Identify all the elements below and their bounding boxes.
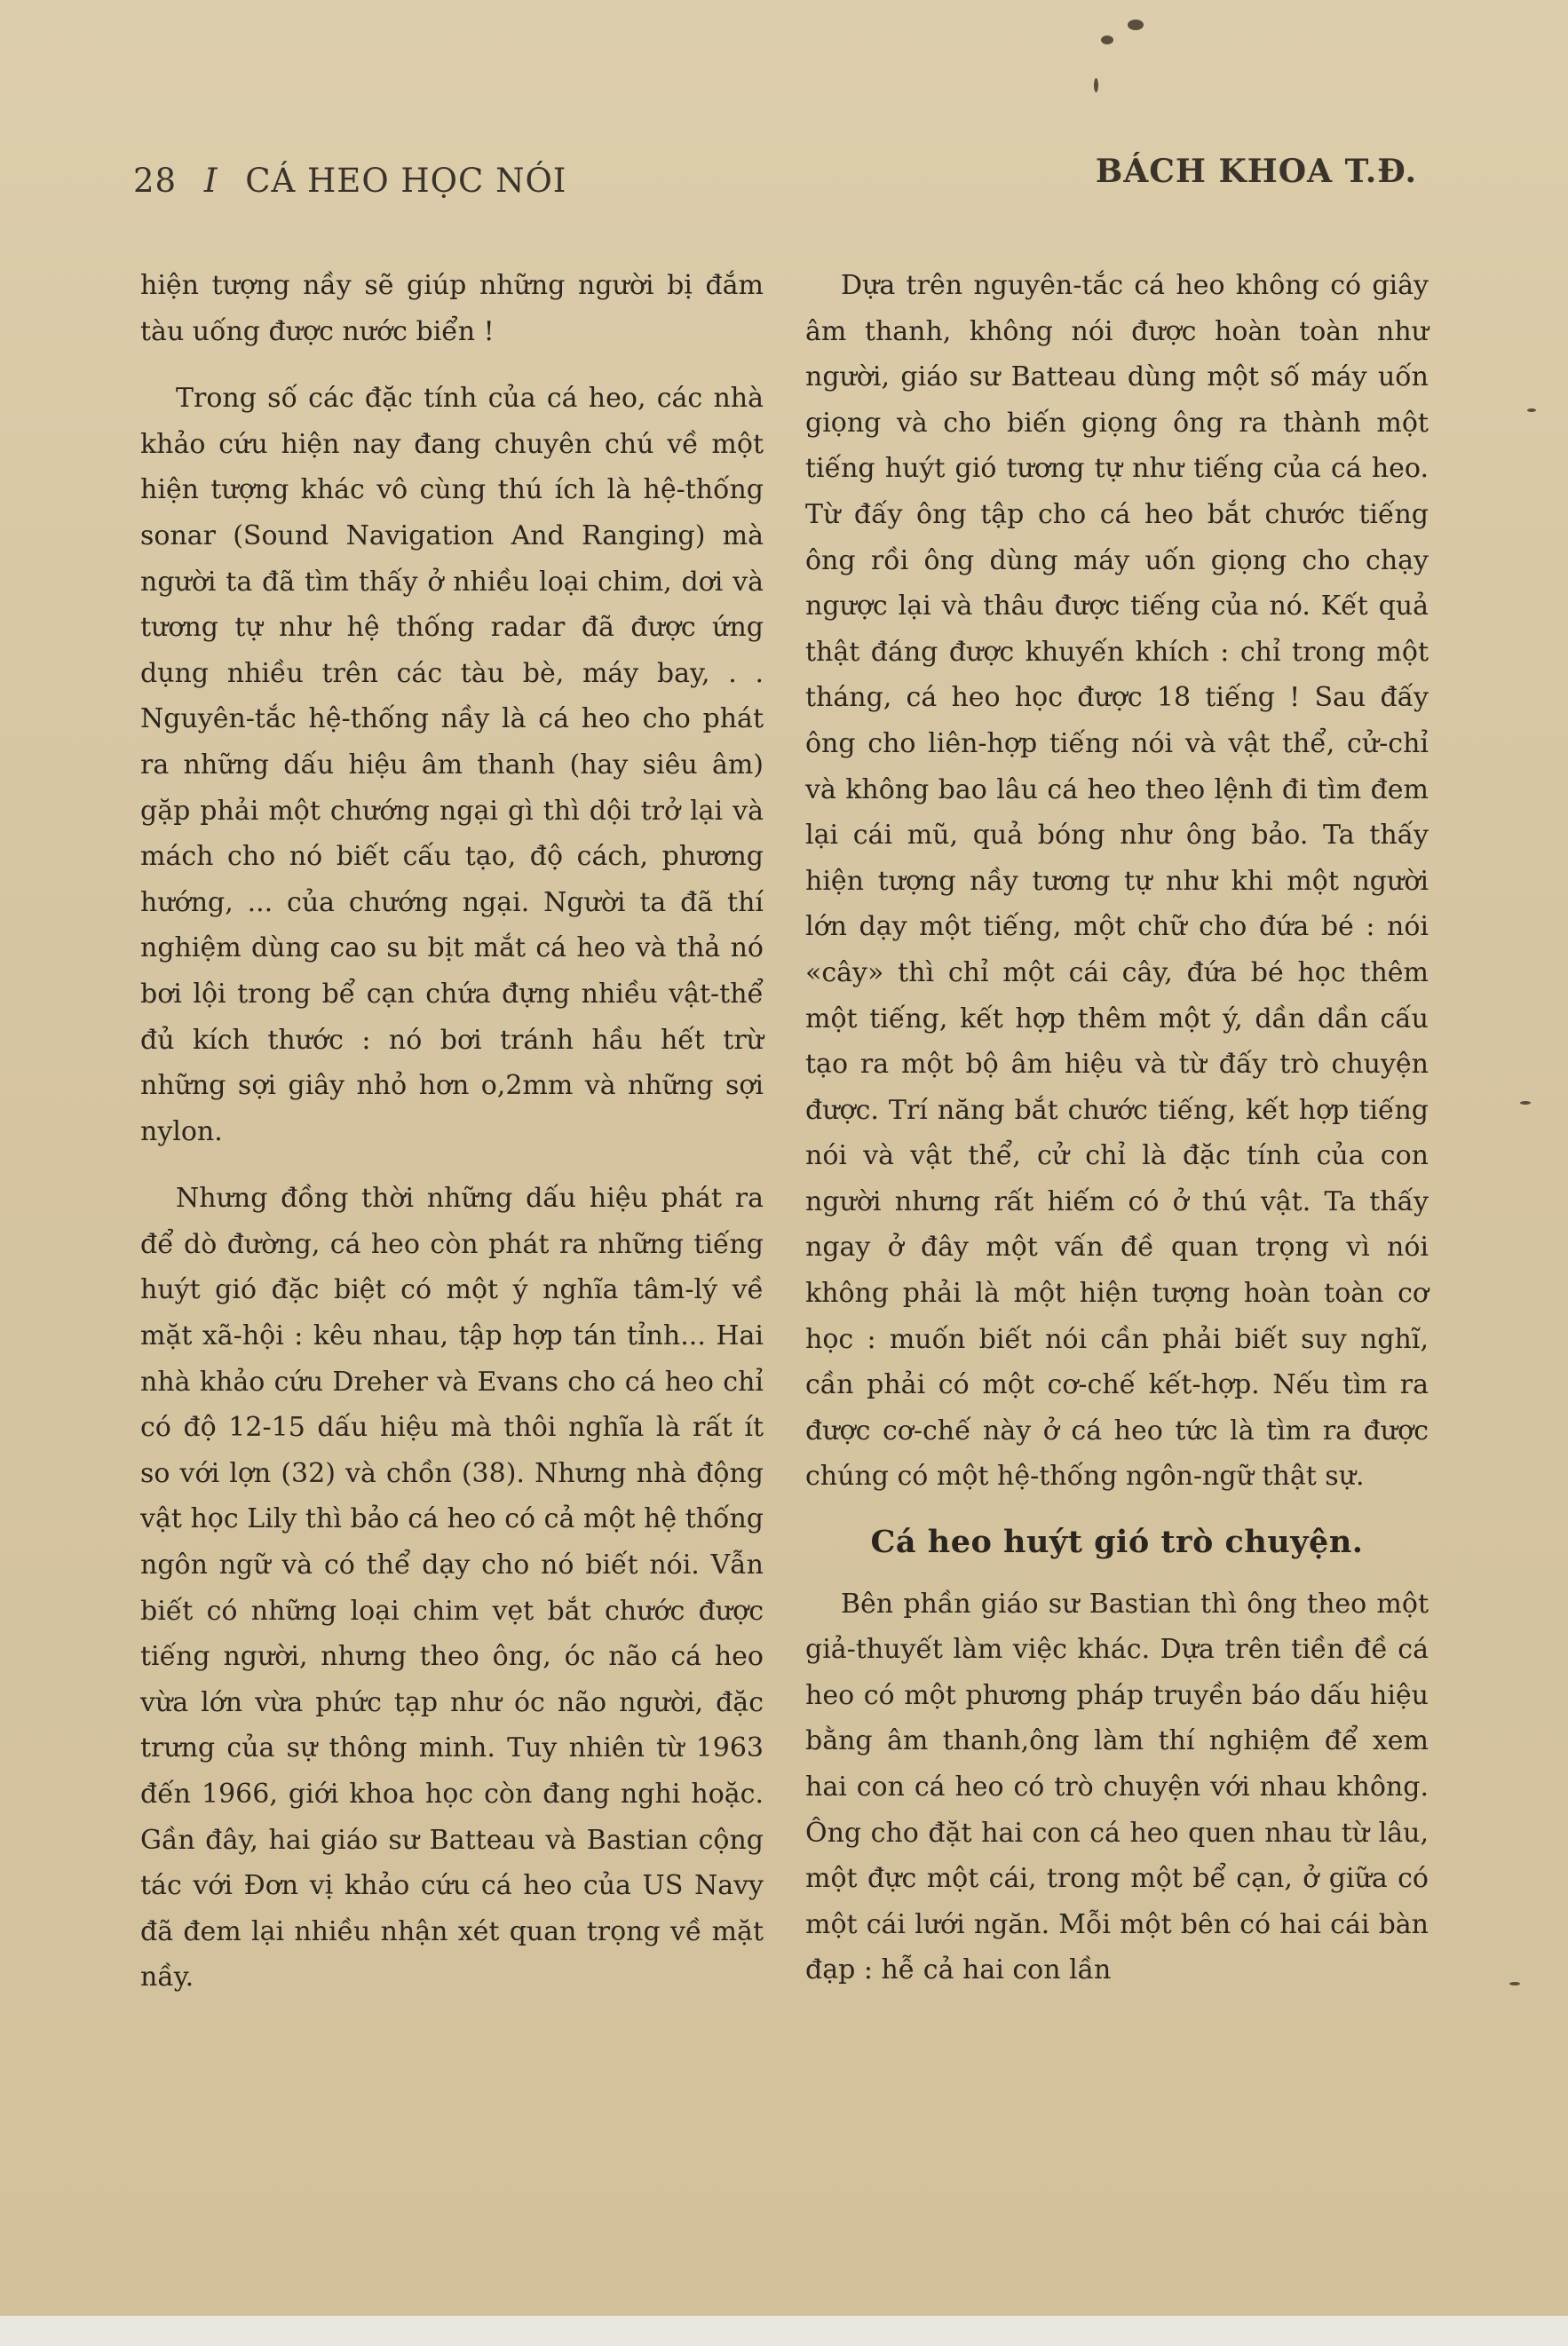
paper-speck	[1527, 408, 1536, 412]
header-separator: I	[203, 162, 218, 200]
page-number: 28	[133, 162, 178, 200]
section-title: CÁ HEO HỌC NÓI	[245, 162, 567, 200]
header-left	[133, 162, 566, 200]
paper-speck	[1128, 20, 1144, 30]
page-bottom-edge	[0, 2316, 1568, 2346]
paragraph: Dựa trên nguyên-tắc cá heo không có giây âm thanh, không nói được hoàn toàn như người, giáo sư Batteau dùng một số máy uốn giọng và cho biến giọng ông ra thành một tiếng huýt gió tương tự như tiếng của cá heo. Từ đấy ông tập cho cá heo bắt chước tiếng ông rồi ông dùng máy uốn giọng cho chạy ngược lại và thâu được tiếng của nó. Kết quả thật đáng được khuyến khích : chỉ trong một tháng, cá heo học được 18 tiếng ! Sau đấy ông cho liên-hợp tiếng nói và vật thể, cử-chỉ và không bao lâu cá heo theo lệnh đi tìm đem lại cái mũ, quả bóng như ông bảo. Ta thấy hiện tượng nầy tương tự như khi một người lớn dạy một tiếng, một chữ cho đứa bé : nói «cây» thì chỉ một cái cây, đứa bé học thêm một tiếng, kết hợp thêm một ý, dần dần cấu tạo ra một bộ âm hiệu và từ đấy trò chuyện được. Trí năng bắt chước tiếng, kết hợp tiếng nói và vật thể, cử chỉ là đặc tính của con người nhưng rất hiếm có ở thú vật. Ta thấy ngay ở đây một vấn đề quan trọng vì nói không phải là một hiện tượng hoàn toàn cơ học : muốn biết nói cần phải biết suy nghĩ, cần phải có một cơ-chế kết-hợp. Nếu tìm ra được cơ-chế này ở cá heo tức là tìm ra được chúng có một hệ-thống ngôn-ngữ thật sự.	[805, 270, 1429, 1493]
paragraph: Trong số các đặc tính của cá heo, các nhà khảo cứu hiện nay đang chuyên chú về một hiện tượng khác vô cùng thú ích là hệ-thống sonar (Sound Navigation And Ranging) mà người ta đã tìm thấy ở nhiều loại chim, dơi và tương tự như hệ thống radar đã được ứng dụng nhiều trên các tàu bè, máy bay, . . Nguyên-tắc hệ-thống nầy là cá heo cho phát ra những dấu hiệu âm thanh (hay siêu âm) gặp phải một chướng ngại gì thì dội trở lại và mách cho nó biết cấu tạo, độ cách, phương hướng, ... của chướng ngại. Người ta đã thí nghiệm dùng cao su bịt mắt cá heo và thả nó bơi lội trong bể cạn chứa đựng nhiều vật-thể đủ kích thước : nó bơi tránh hầu hết trừ những sợi giây nhỏ hơn o,2mm và những sợi nylon.	[140, 383, 764, 1147]
paragraph: Nhưng đồng thời những dấu hiệu phát ra để dò đường, cá heo còn phát ra những tiếng huýt gió đặc biệt có một ý nghĩa tâm-lý về mặt xã-hội : kêu nhau, tập hợp tán tỉnh... Hai nhà khảo cứu Dreher và Evans cho cá heo chỉ có độ 12-15 dấu hiệu mà thôi nghĩa là rất ít so với lợn (32) và chồn (38). Nhưng nhà động vật học Lily thì bảo cá heo có cả một hệ thống ngôn ngữ và có thể dạy cho nó biết nói. Vẫn biết có những loại chim vẹt bắt chước được tiếng người, nhưng theo ông, óc não cá heo vừa lớn vừa phức tạp như óc não người, đặc trưng của sự thông minh. Tuy nhiên từ 1963 đến 1966, giới khoa học còn đang nghi hoặc. Gần đây, hai giáo sư Batteau và Bastian cộng tác với Đơn vị khảo cứu cá heo của US Navy đã đem lại nhiều nhận xét quan trọng về mặt nầy.	[140, 1183, 764, 1993]
publication-name: BÁCH KHOA T.Đ.	[1095, 153, 1417, 190]
left-column	[140, 263, 764, 2001]
paragraph: Bên phần giáo sư Bastian thì ông theo một giả-thuyết làm việc khác. Dựa trên tiền đề cá heo có một phương pháp truyền báo dấu hiệu bằng âm thanh,ông làm thí nghiệm để xem hai con cá heo có trò chuyện với nhau không. Ông cho đặt hai con cá heo quen nhau từ lâu, một đực một cái, trong một bể cạn, ở giữa có một cái lưới ngăn. Mỗi một bên có hai cái bàn đạp : hễ cả hai con lần	[805, 1588, 1429, 1986]
paper-speck	[1520, 1101, 1531, 1105]
paper-speck	[1094, 78, 1098, 92]
page-header	[133, 153, 1417, 206]
right-column	[805, 263, 1429, 1993]
paragraph: hiện tượng nầy sẽ giúp những người bị đắm tàu uống được nước biển !	[140, 270, 764, 347]
paper-speck	[1509, 1982, 1520, 1985]
paper-speck	[1101, 36, 1113, 44]
section-subheading: Cá heo huýt gió trò chuyện.	[870, 1524, 1364, 1561]
